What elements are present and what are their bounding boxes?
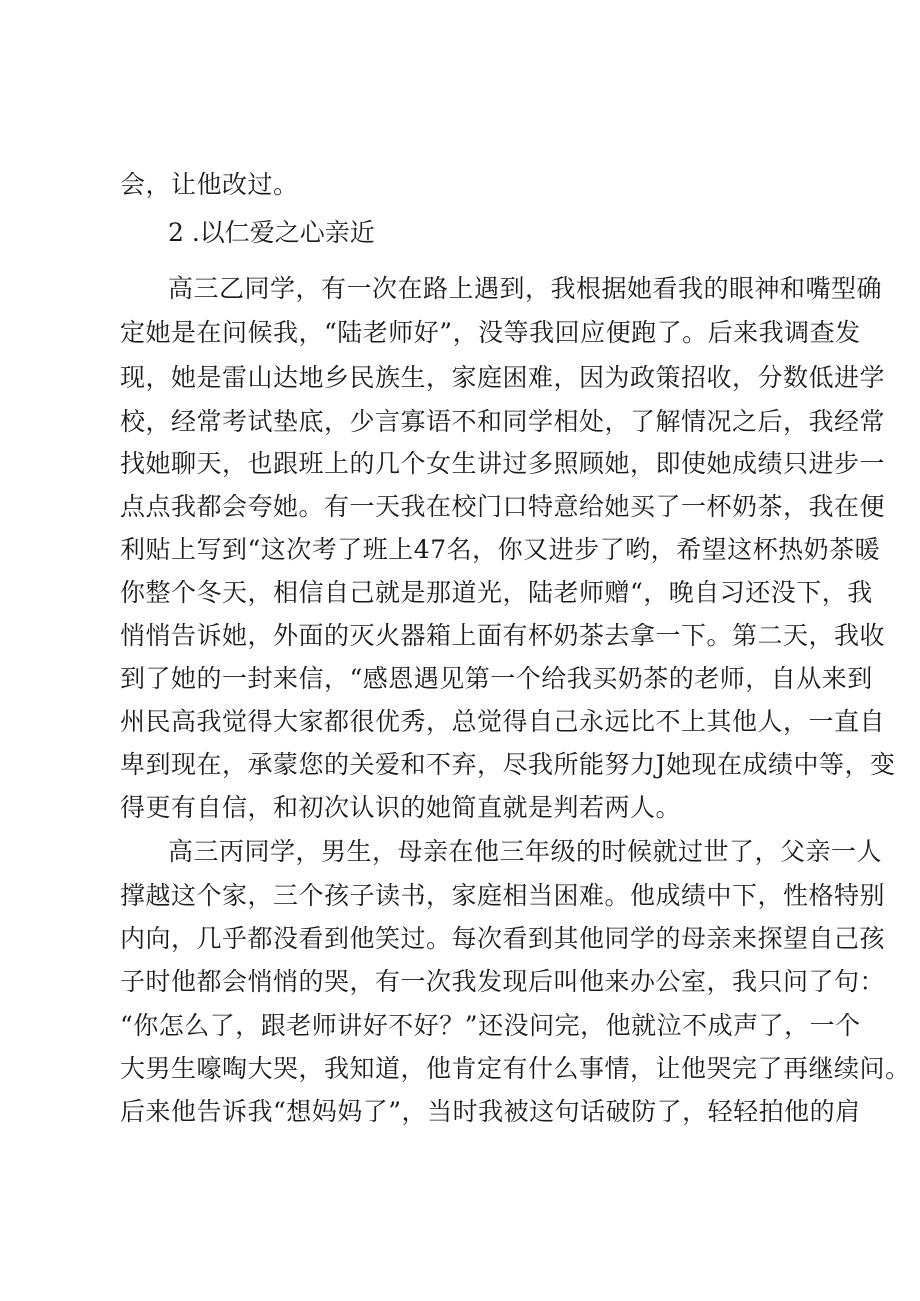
paragraph-line: 校，经常考试垫底，少言寡语不和同学相处，了解情况之后，我经常	[120, 407, 886, 436]
paragraph-line: 找她聊天，也跟班上的几个女生讲过多照顾她，即使她成绩只进步一	[120, 449, 886, 478]
paragraph-line: 大男生嚎啕大哭，我知道，他肯定有什么事情，让他哭完了再继续问。	[120, 1054, 911, 1083]
paragraph-line: 撑越这个家，三个孩子读书，家庭相当困难。他成绩中下，性格特别	[120, 881, 886, 910]
paragraph-line: 利贴上写到“这次考了班上47名，你又进步了哟，希望这杯热奶茶暖	[120, 535, 881, 564]
continuation-line: 会，让他改过。	[120, 170, 299, 199]
paragraph-line: 悄悄告诉她，外面的灭火器箱上面有杯奶茶去拿一下。第二天，我收	[120, 621, 886, 650]
paragraph-line: 现，她是雷山达地乡民族生，家庭困难，因为政策招收，分数低进学	[120, 363, 886, 392]
section-heading: 2 .以仁爱之心亲近	[168, 218, 375, 247]
paragraph-line: 后来他告诉我“想妈妈了”，当时我被这句话破防了，轻轻拍他的肩	[120, 1097, 861, 1126]
paragraph-line: 点点我都会夸她。有一天我在校门口特意给她买了一杯奶茶，我在便	[120, 492, 886, 521]
paragraph-line: 高三乙同学，有一次在路上遇到，我根据她看我的眼神和嘴型确	[168, 274, 883, 303]
paragraph-line: 到了她的一封来信，“感恩遇见第一个给我买奶茶的老师，自从来到	[120, 664, 873, 693]
paragraph-line: 定她是在问候我，“陆老师好”，没等我回应便跑了。后来我调查发	[120, 318, 861, 347]
paragraph-line: “你怎么了，跟老师讲好不好？”还没问完，他就泣不成声了，一个	[120, 1011, 861, 1040]
paragraph-line: 得更有自信，和初次认识的她简直就是判若两人。	[120, 793, 682, 822]
paragraph-line: 州民高我觉得大家都很优秀，总觉得自己永远比不上其他人，一直自	[120, 707, 886, 736]
paragraph-line: 高三丙同学，男生，母亲在他三年级的时候就过世了，父亲一人	[168, 837, 883, 866]
paragraph-line: 子时他都会悄悄的哭，有一次我发现后叫他来办公室，我只问了句：	[120, 967, 886, 996]
paragraph-line: 卑到现在，承蒙您的关爱和不弃，尽我所能努力J她现在成绩中等，变	[120, 750, 896, 779]
paragraph-line: 内向，几乎都没看到他笑过。每次看到其他同学的母亲来探望自己孩	[120, 924, 886, 953]
paragraph-line: 你整个冬天，相信自己就是那道光，陆老师赠“，晚自习还没下，我	[120, 578, 873, 607]
